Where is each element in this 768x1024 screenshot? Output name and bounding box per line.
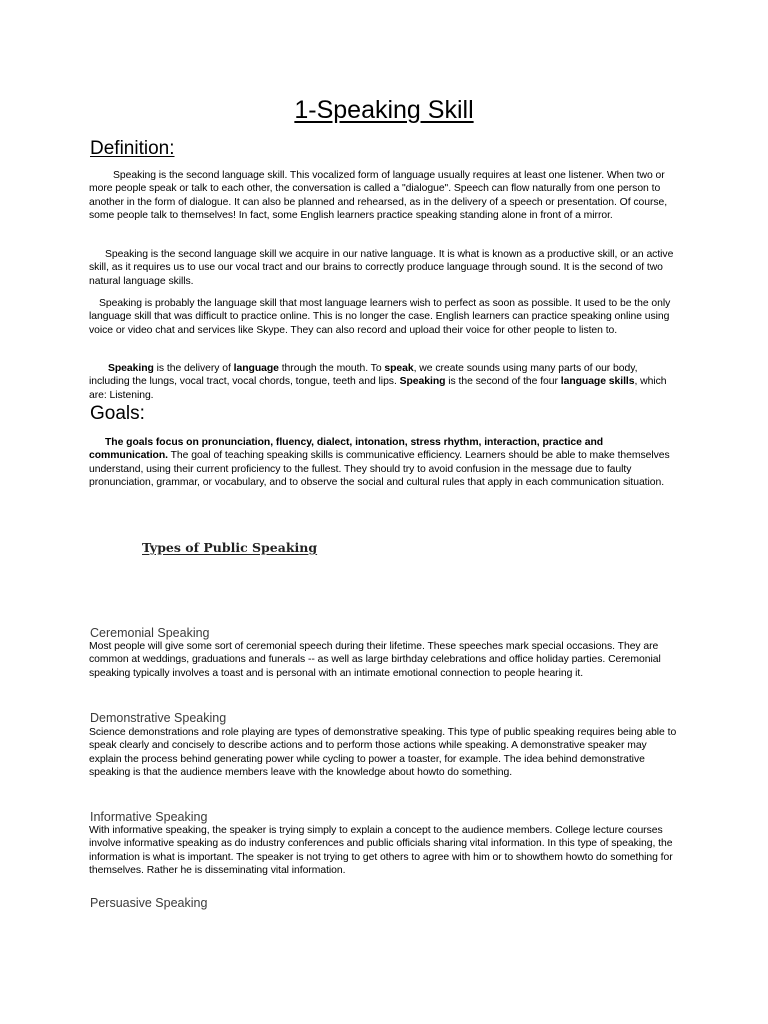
- definition-paragraph-2: [89, 248, 679, 288]
- definition-paragraph-1: [89, 169, 679, 223]
- paragraph-text: , we create sounds using many parts of our body, including the lungs, vocal tract, vocal chords, tongue, teeth and lips.: [89, 363, 638, 388]
- bold-term: language skills: [560, 376, 635, 388]
- demonstrative-speaking-text: Science demonstrations and role playing are types of demonstrative speaking. This type of public speaking requires being able to speak clearly and concisely to describe actions and to perform those actions while speaking. A demonstrative speaker may explain the process behind generating power while cycling to power a toaster, for example. The idea behind demonstrative speaking is that the audience members leave with the knowledge about howto do something.: [89, 727, 677, 779]
- goals-text: The goal of teaching speaking skills is communicative efficiency. Learners should be able to make themselves understand, using their current proficiency to the fullest. They should try to avoid confusion in the message due to faulty pronunciation, grammar, or vocabulary, and to observe the social and cultural rules that apply in each communication situation.: [89, 450, 670, 489]
- demonstrative-speaking-heading: Demonstrative Speaking: [90, 711, 227, 725]
- ceremonial-speaking-heading: Ceremonial Speaking: [90, 626, 210, 640]
- informative-speaking-text: With informative speaking, the speaker is trying simply to explain a concept to the audience members. College lecture courses involve informative speaking as do industry conferences and public officials sharing vital information. In this type of speaking, the information is what is important. The speaker is not trying to get others to agree with him or to showthem howto do something for themselves. Rather he is disseminating vital information.: [89, 825, 673, 877]
- paragraph-text: is the delivery of: [153, 363, 234, 374]
- definition-paragraph-4: [89, 362, 679, 402]
- definition-paragraph-1-text: Speaking is the second language skill. This vocalized form of language usually requires at least one listener. When two or more people speak or talk to each other, the conversation is called a "dialogue". Speech can flow naturally from one person to another in the form of dialogue. It can also be planned and rehearsed, as in the delivery of a speech or presentation. Of course, some people talk to themselves! In fact, some English learners practice speaking standing alone in front of a mirror.: [89, 170, 668, 222]
- bold-term: Speaking: [399, 376, 446, 388]
- goals-bold-text: The goals focus on pronunciation, fluency, dialect, intonation, stress rhythm, interaction, practice and communication.: [89, 437, 604, 462]
- informative-speaking-heading: Informative Speaking: [90, 810, 208, 824]
- paragraph-text: , which are: Listening.: [89, 376, 667, 401]
- goals-paragraph: [89, 436, 679, 490]
- definition-paragraph-3-text: Speaking is probably the language skill that most language learners wish to perfect as soon as possible. It used to be the only language skill that was difficult to practice online. This is no longer the case. English learners can practice speaking online using voice or video chat and services like Skype. They can also record and upload their voice for other people to listen to.: [89, 298, 671, 336]
- bold-term: speak: [384, 363, 414, 374]
- types-of-public-speaking-heading: Types of Public Speaking: [142, 540, 318, 555]
- paragraph-text: through the mouth. To: [278, 363, 385, 374]
- definition-heading: Definition:: [90, 138, 175, 159]
- bold-term: language: [233, 363, 279, 374]
- definition-paragraph-3: [89, 297, 679, 337]
- ceremonial-speaking-text: Most people will give some sort of ceremonial speech during their lifetime. These speeches mark special occasions. They are common at weddings, graduations and funerals -- as well as large birthday celebrations and office holiday parties. Ceremonial speaking typically involves a toast and is personal with an intimate emotional connection to people hearing it.: [89, 641, 661, 679]
- definition-paragraph-2-text: Speaking is the second language skill we acquire in our native language. It is what is known as a productive skill, or an active skill, as it requires us to use our vocal tract and our brains to correctly produce language through sound. It is the second of two natural language skills.: [89, 249, 674, 287]
- persuasive-speaking-heading: Persuasive Speaking: [90, 896, 208, 910]
- paragraph-text: is the second of the four: [445, 376, 561, 388]
- goals-heading: Goals:: [90, 403, 145, 424]
- bold-term: Speaking: [108, 363, 154, 374]
- page-title: 1-Speaking Skill: [294, 96, 474, 124]
